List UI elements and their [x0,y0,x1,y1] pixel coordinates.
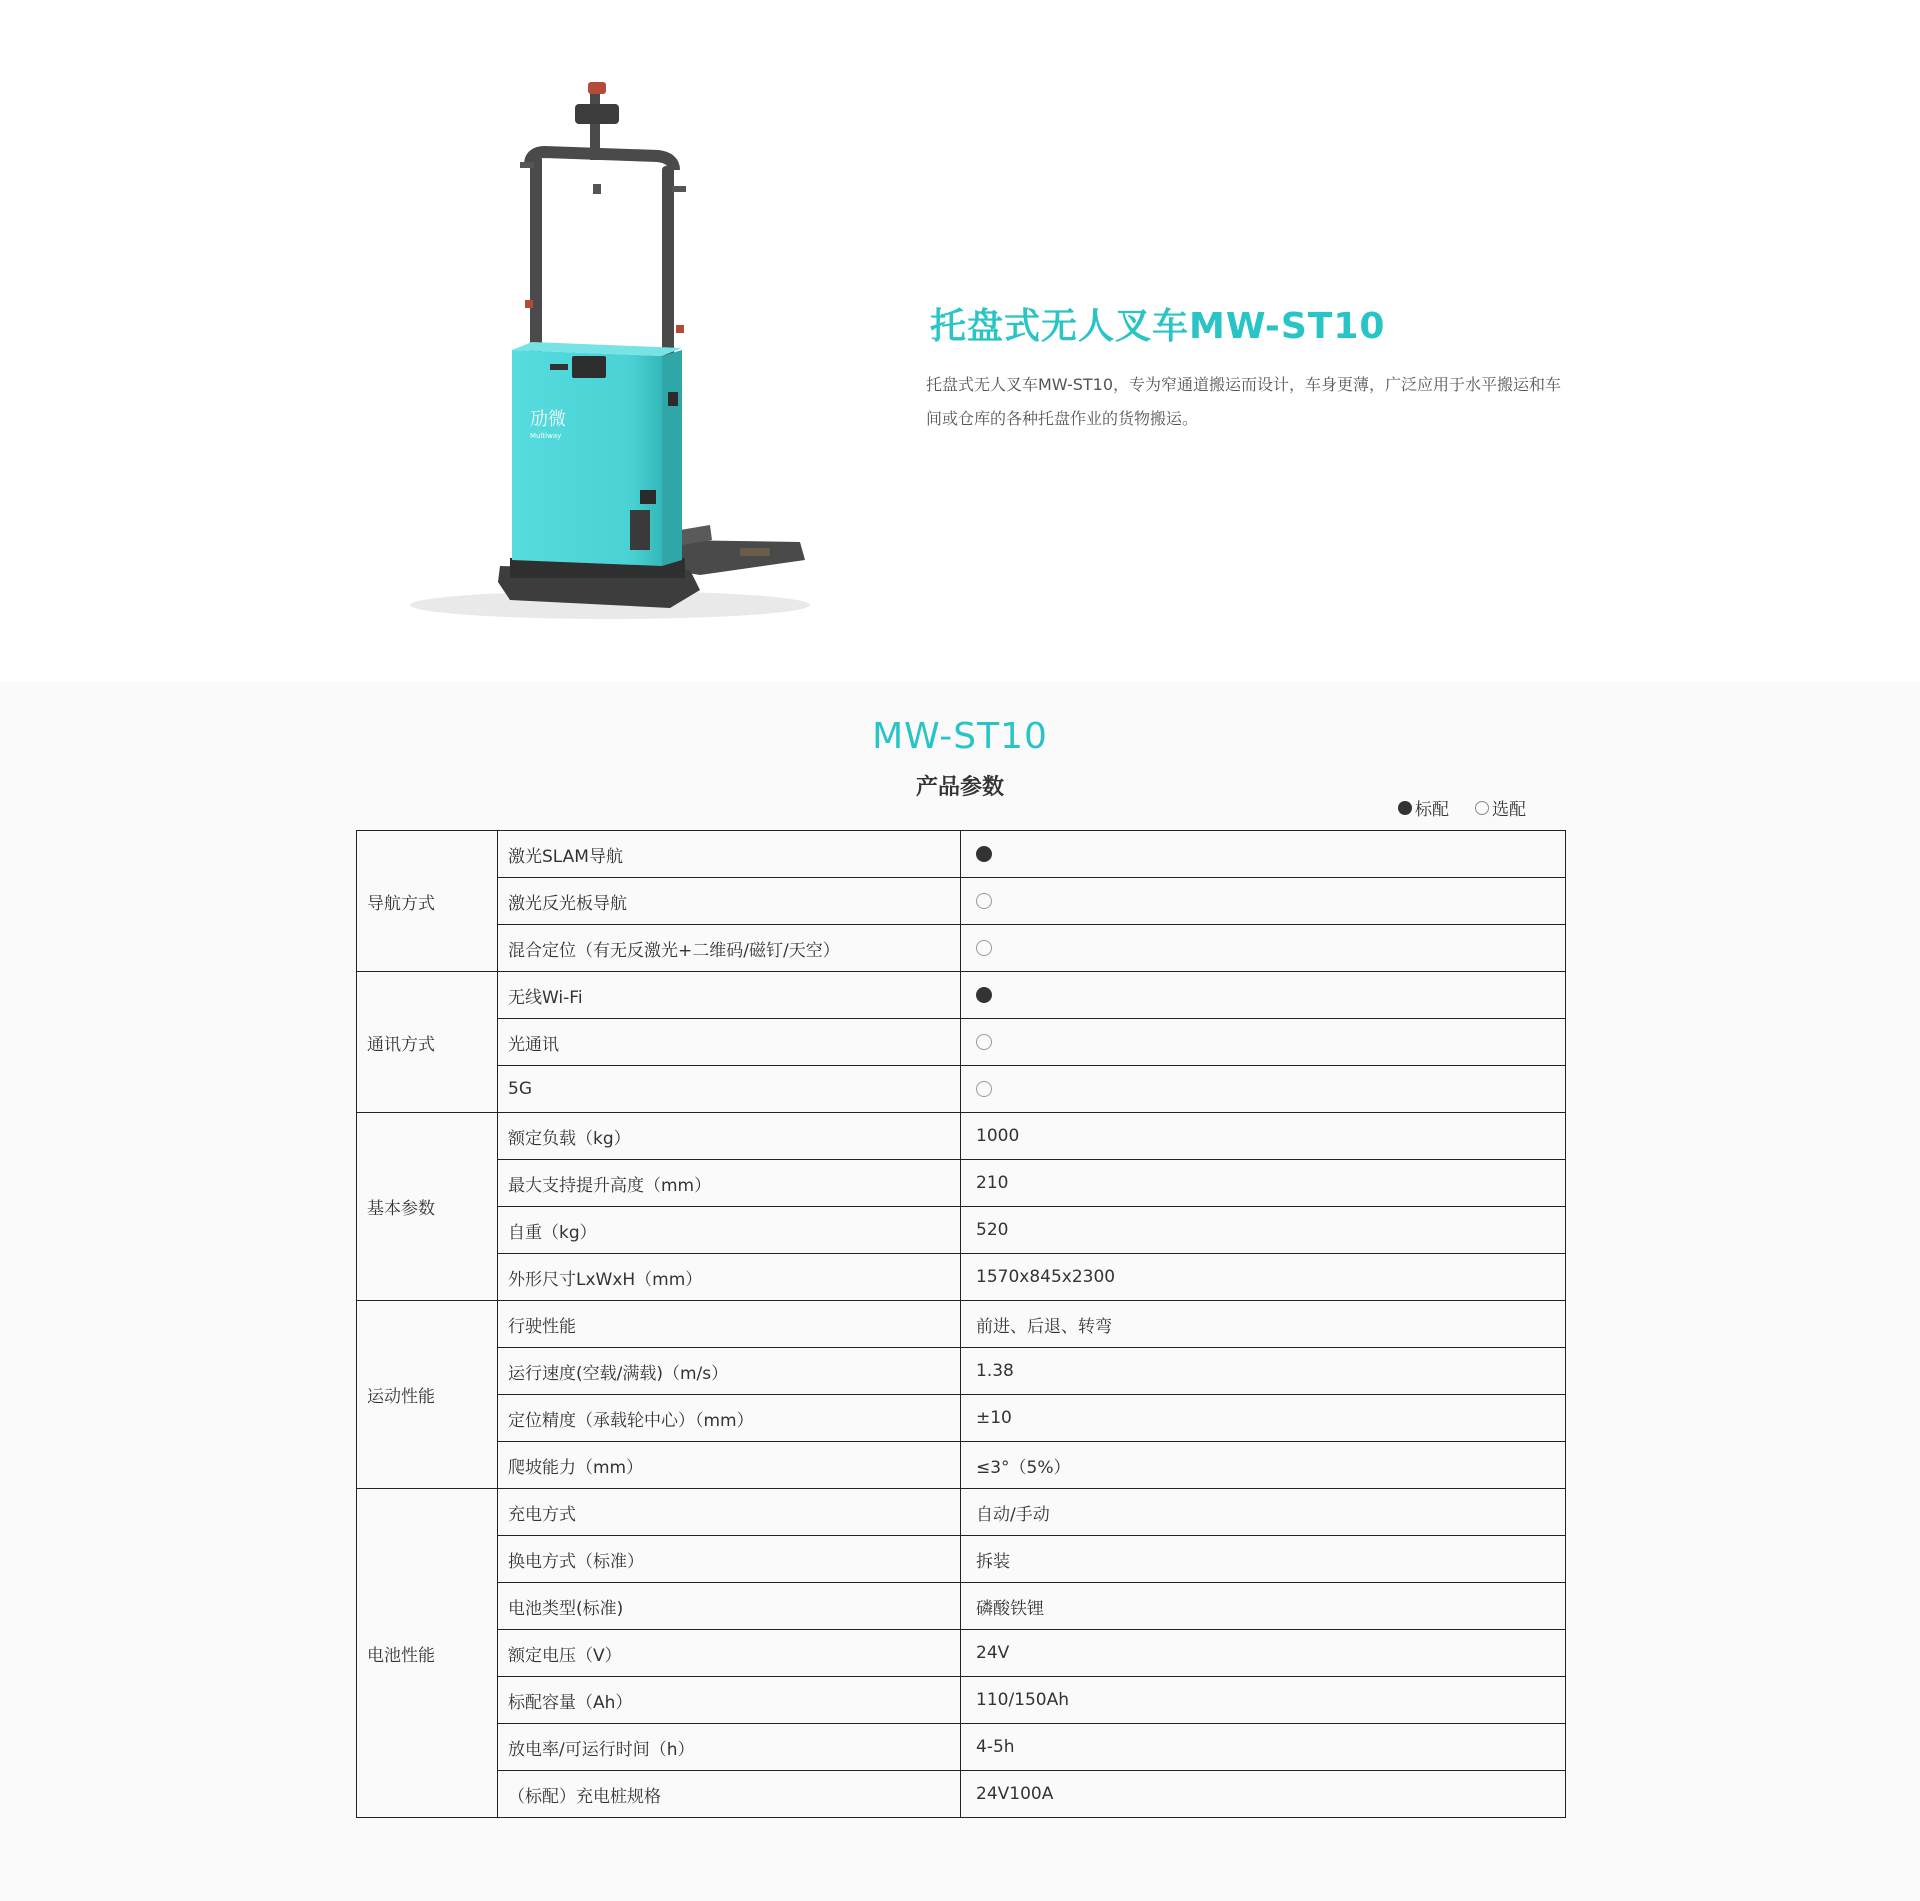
group-label: 运动性能 [357,1301,498,1489]
param-value: 24V100A [961,1771,1566,1818]
param-name: 运行速度(空载/满载)（m/s） [498,1348,961,1395]
table-row [357,1113,1566,1160]
param-value: 520 [961,1207,1566,1254]
param-value: 磷酸铁锂 [961,1583,1566,1630]
param-name: 换电方式（标准） [498,1536,961,1583]
table-row [357,1442,1566,1489]
filled-circle-icon [976,846,992,862]
empty-circle-icon [976,893,992,909]
hero-description: 托盘式无人叉车MW-ST10，专为窄通道搬运而设计，车身更薄，广泛应用于水平搬运和车间或仓库的各种托盘作业的货物搬运。 [926,375,1562,428]
table-row [357,1677,1566,1724]
table-row [357,1301,1566,1348]
legend-standard: 标配 [1398,795,1449,820]
table-row [357,1066,1566,1113]
table-row [357,925,1566,972]
param-value: 210 [961,1160,1566,1207]
table-row [357,1254,1566,1301]
filled-circle-icon [976,987,992,1003]
table-row [357,831,1566,878]
table-row [357,972,1566,1019]
empty-circle-icon [976,940,992,956]
table-row [357,1019,1566,1066]
param-availability [961,1019,1566,1066]
legend-optional: 选配 [1475,795,1526,820]
spec-model-title: MW-ST10 [872,716,1048,757]
group-label: 电池性能 [357,1489,498,1818]
product-logo: 劢微 [530,409,566,430]
param-value: 4-5h [961,1724,1566,1771]
param-availability [961,878,1566,925]
table-row [357,878,1566,925]
product-logo-sub: Multiway [530,432,562,440]
param-name: 爬坡能力（mm） [498,1442,961,1489]
param-name: 自重（kg） [498,1207,961,1254]
param-name: 无线Wi-Fi [498,972,961,1019]
param-name: 混合定位（有无反激光+二维码/磁钉/天空） [498,925,961,972]
param-value: 1.38 [961,1348,1566,1395]
empty-circle-icon [976,1034,992,1050]
param-name: 外形尺寸LxWxH（mm） [498,1254,961,1301]
table-row [357,1348,1566,1395]
param-name: 光通讯 [498,1019,961,1066]
spec-subtitle: 产品参数 [915,775,1004,800]
table-row [357,1160,1566,1207]
param-value: 1570x845x2300 [961,1254,1566,1301]
empty-circle-icon [1475,801,1489,815]
param-name: 激光SLAM导航 [498,831,961,878]
filled-circle-icon [1398,801,1412,815]
param-name: 5G [498,1066,961,1113]
table-row [357,1630,1566,1677]
param-name: （标配）充电桩规格 [498,1771,961,1818]
param-value: 自动/手动 [961,1489,1566,1536]
table-row [357,1207,1566,1254]
hero-title: 托盘式无人叉车MW-ST10 [930,306,1386,348]
param-name: 行驶性能 [498,1301,961,1348]
empty-circle-icon [976,1081,992,1097]
table-row [357,1724,1566,1771]
group-label: 通讯方式 [357,972,498,1113]
param-value: 1000 [961,1113,1566,1160]
group-label: 导航方式 [357,831,498,972]
param-name: 额定负载（kg） [498,1113,961,1160]
param-name: 标配容量（Ah） [498,1677,961,1724]
param-availability [961,972,1566,1019]
param-availability [961,1066,1566,1113]
param-value: ±10 [961,1395,1566,1442]
table-row [357,1583,1566,1630]
param-name: 定位精度（承载轮中心）（mm） [498,1395,961,1442]
param-name: 电池类型(标准) [498,1583,961,1630]
param-value: 24V [961,1630,1566,1677]
legend [1398,795,1526,820]
param-value: 前进、后退、转弯 [961,1301,1566,1348]
param-availability [961,925,1566,972]
param-name: 最大支持提升高度（mm） [498,1160,961,1207]
param-name: 充电方式 [498,1489,961,1536]
param-name: 激光反光板导航 [498,878,961,925]
param-value: ≤3°（5%） [961,1442,1566,1489]
spec-table [356,830,1566,1818]
forklift-product-image [400,70,820,640]
table-row [357,1536,1566,1583]
group-label: 基本参数 [357,1113,498,1301]
param-name: 额定电压（V） [498,1630,961,1677]
table-row [357,1771,1566,1818]
hero-section [0,0,1920,682]
param-availability [961,831,1566,878]
param-value: 拆装 [961,1536,1566,1583]
param-value: 110/150Ah [961,1677,1566,1724]
param-name: 放电率/可运行时间（h） [498,1724,961,1771]
table-row [357,1395,1566,1442]
table-row [357,1489,1566,1536]
